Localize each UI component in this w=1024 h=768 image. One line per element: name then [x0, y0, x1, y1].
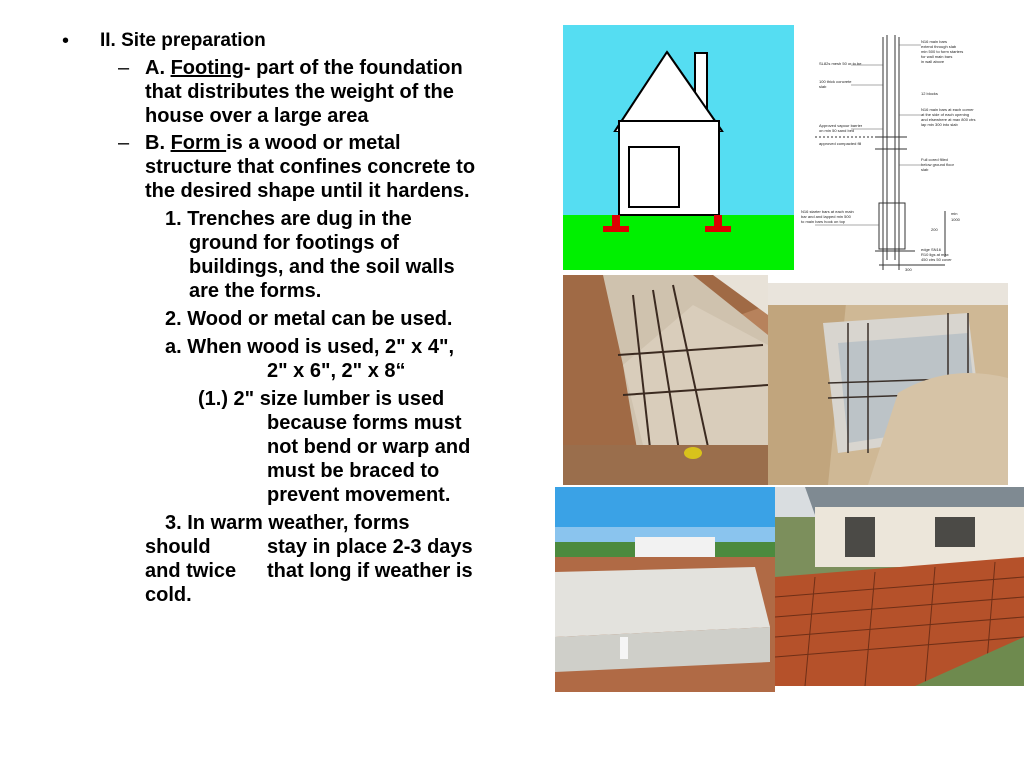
item-a-line-2: that distributes the weight of the [145, 81, 454, 103]
diagram-label: SL82s mesh 50 or to be [819, 61, 862, 66]
diagram-label: N16 main bars at each corner [921, 107, 974, 112]
form-term: Form [170, 132, 227, 154]
section-diagram-svg [795, 25, 1024, 275]
item-a-prefix: A. [145, 57, 171, 79]
point-1-line-3: buildings, and the soil walls [189, 256, 455, 278]
footing-section-diagram [795, 25, 1024, 275]
point-3-should: should [145, 536, 211, 558]
trench-corner-svg [768, 283, 1008, 485]
point-a1-line-4: must be braced to [267, 460, 440, 482]
point-3-line-1: 3. In warm weather, forms [165, 512, 410, 534]
house-rebar-photo [775, 487, 1024, 686]
slab-form-photo [555, 487, 775, 692]
diagram-label: 450 ctrs 50 cover [921, 257, 952, 262]
diagram-label: below ground floor [921, 162, 954, 167]
point-1-line-2: ground for footings of [189, 232, 399, 254]
point-3-line-4: cold. [145, 584, 192, 606]
diagram-label: approved compacted fill [819, 141, 862, 146]
diagram-label: in wall above [921, 59, 945, 64]
slab-form-svg [555, 487, 775, 692]
house-rebar-svg [775, 487, 1024, 686]
diagram-label: 12 blocks [921, 91, 938, 96]
dash-marker-a: – [118, 57, 130, 79]
house-footing-illustration [563, 25, 794, 270]
diagram-label: 200 [931, 227, 938, 232]
point-1-line-1: 1. Trenches are dug in the [165, 208, 412, 230]
section-heading: II. Site preparation [100, 30, 266, 51]
diagram-label: R10 ligs at max [921, 252, 949, 257]
bullet-marker: • [62, 30, 70, 52]
point-3-twice: and twice [145, 560, 237, 582]
item-b-prefix: B. [145, 132, 171, 154]
item-a-line-3: house over a large area [145, 105, 369, 127]
diagram-label: to main bars hook on top [801, 219, 846, 224]
diagram-label: Approved vapour barrier [819, 123, 863, 128]
diagram-label: min [951, 211, 958, 216]
item-b-line-1 [145, 132, 401, 155]
trench-photo [563, 275, 768, 485]
diagram-label: lap min 300 into slab [921, 122, 958, 127]
diagram-label: slab [921, 167, 929, 172]
diagram-label: and elsewhere at max 800 ctrs [921, 117, 976, 122]
diagram-label: N16 main bars [921, 39, 948, 44]
item-a-line-1 [145, 57, 463, 80]
item-b-line-2: structure that confines concrete to [145, 156, 476, 178]
diagram-label: extend through slab [921, 44, 957, 49]
diagram-label: at the side of each opening [921, 112, 970, 117]
footing-term: Footing [170, 57, 244, 79]
diagram-label: 1000 [951, 217, 960, 222]
point-a1-line-1: (1.) 2" size lumber is used [198, 388, 445, 410]
point-a1-line-2: because forms must [267, 412, 462, 434]
point-3-line-3: that long if weather is [267, 560, 473, 582]
point-a1-line-5: prevent movement. [267, 484, 451, 506]
point-3-line-2: stay in place 2-3 days [267, 536, 473, 558]
diagram-label: 300 [905, 267, 912, 272]
dash-marker-b: – [118, 132, 130, 154]
trench-corner-photo [768, 283, 1008, 485]
point-a-line-1: a. When wood is used, 2" x 4", [165, 336, 455, 358]
point-a1-line-3: not bend or warp and [267, 436, 471, 458]
diagram-label: bar and and lapped min 500 [801, 214, 851, 219]
item-a-text: - part of the foundation [243, 57, 463, 79]
trench-photo-svg [563, 275, 768, 485]
diagram-label: Full cored filled [921, 157, 948, 162]
item-b-line-3: the desired shape until it hardens. [145, 180, 470, 202]
diagram-label: for wall main bars [921, 54, 953, 59]
diagram-label: on min 50 sand bed [819, 128, 855, 133]
item-b-text: is a wood or metal [226, 132, 401, 154]
diagram-label: slab [819, 84, 827, 89]
diagram-label: 100 thick concrete [819, 79, 852, 84]
point-a-line-2: 2" x 6", 2" x 8“ [267, 360, 406, 382]
diagram-label: edge SN16 [921, 247, 942, 252]
house-footing-svg [563, 25, 794, 270]
diagram-label: N16 starter bars at each main [801, 209, 854, 214]
point-2: 2. Wood or metal can be used. [165, 308, 453, 330]
diagram-label: min 500 to form starters [921, 49, 964, 54]
point-1-line-4: are the forms. [189, 280, 322, 302]
